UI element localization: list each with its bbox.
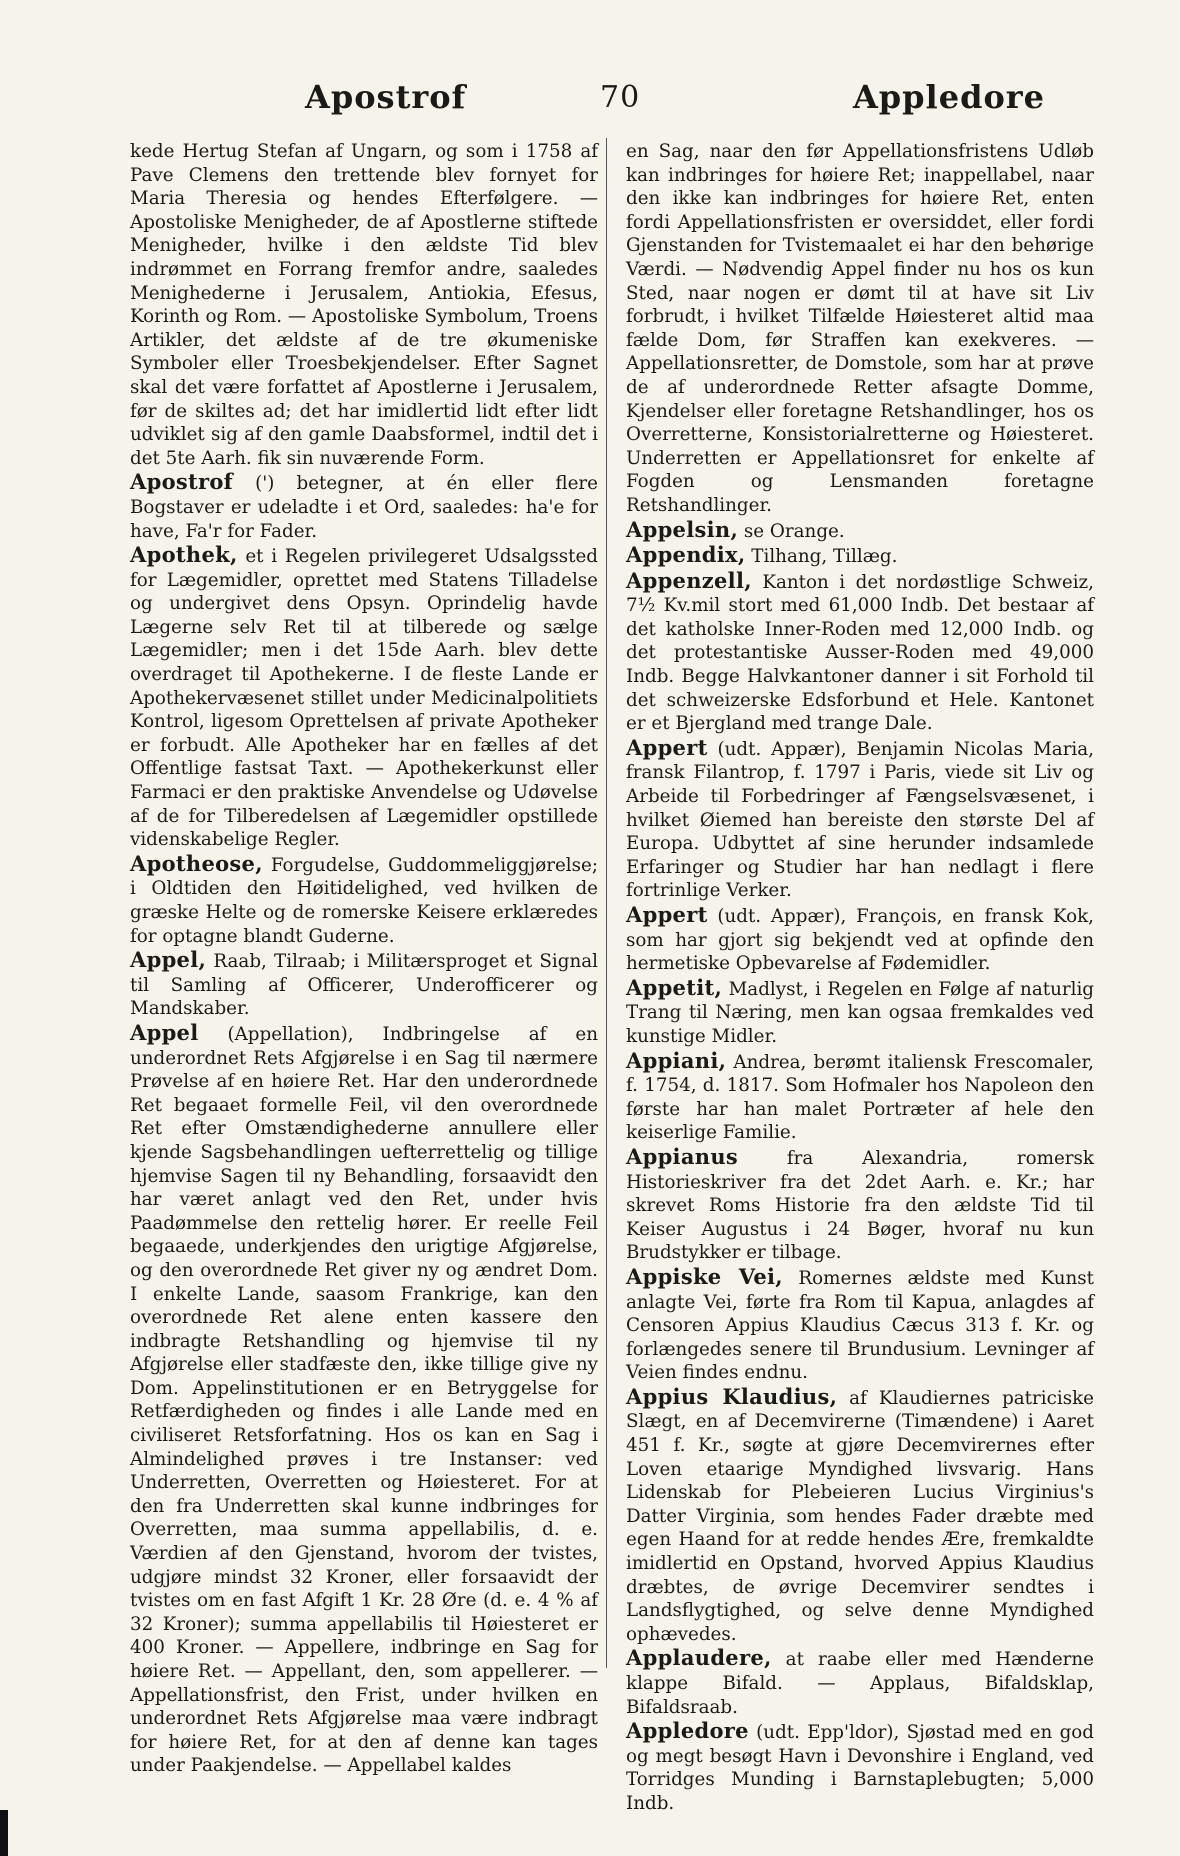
entry-text: Raab, Tilraab; i Militærsproget et Signal til Samling af Officerer, Underofficerer og Mandskaber. xyxy=(130,951,598,1020)
entry-text: Andrea, berømt italiensk Frescomaler, f. 1754, d. 1817. Som Hofmaler hos Napoleon den første har han malet Portræter af hele den keiserlige Familie. xyxy=(626,1051,1094,1144)
entry-headword: Appenzell, xyxy=(626,567,752,593)
entry-text: at raabe eller med Hænderne klappe Bifald. — Applaus, Bifaldsklap, Bifaldsraab. xyxy=(626,1649,1094,1718)
guide-word-right: Appledore xyxy=(852,78,1045,116)
entry-headword: Appiani, xyxy=(626,1047,727,1073)
dictionary-entry xyxy=(626,1049,1094,1145)
dictionary-entry xyxy=(626,140,1094,518)
entry-headword: Appelsin, xyxy=(626,516,739,542)
dictionary-entry xyxy=(626,569,1094,736)
entry-text: (udt. Appær), Benjamin Nicolas Maria, fransk Filantrop, f. 1797 i Paris, viede sit Liv og Arbeide til Forbedringer af Fængselsvæsenet, i hvilket Øiemed han bereiste den største Del af Europa. Udbyttet af sine herunder indsamlede Erfaringer og Studier har han nedlagt i flere fortrinlige Verker. xyxy=(626,738,1094,902)
column-divider xyxy=(606,138,607,1668)
entry-headword: Appetit, xyxy=(626,974,723,1000)
dictionary-entry xyxy=(130,470,598,543)
dictionary-entry xyxy=(626,903,1094,976)
entry-headword: Appel xyxy=(130,1019,199,1045)
entry-headword: Appianus xyxy=(626,1143,739,1169)
right-column xyxy=(626,140,1094,1816)
entry-headword: Appendix, xyxy=(626,542,746,568)
entry-headword: Appledore xyxy=(626,1718,749,1744)
entry-headword: Applaudere, xyxy=(626,1645,772,1671)
entry-text: en Sag, naar den før Appellationsfristens Udløb kan indbringes for høiere Ret; inappellabel, naar den ikke kan indbringes for høiere Ret, enten fordi Appellationsfristen er oversiddet, eller fordi Gjenstanden for Tvistemaalet ei har den behørige Værdi. — Nødvendig Appel finder nu hos os kun Sted, naar nogen er dømt til at have sit Liv forbrudt, i hvilket Tilfælde Høiesteret altid maa fælde Dom, før Straffen kan exekveres. — Appellationsretter, de Domstole, som har at prøve de af underordnede Retter afsagte Domme, Kjendelser eller foretagne Retshandlinger, hos os Overretterne, Konsistorialretterne og Høiesteret. Underretten er Appellationsret for enkelte af Fogden og Lensmanden foretagne Retshandlinger. xyxy=(626,141,1094,516)
entry-headword: Apotheose, xyxy=(130,850,263,876)
entry-text: Madlyst, i Regelen en Følge af naturlig Trang til Næring, men kan ogsaa fremkaldes ved kunstige Midler. xyxy=(626,978,1094,1047)
dictionary-entry xyxy=(626,543,1094,569)
page-number: 70 xyxy=(600,80,641,115)
entry-headword: Appert xyxy=(626,734,708,760)
entry-headword: Apostrof xyxy=(130,469,234,495)
entry-text: (') betegner, at én eller flere Bogstaver er udeladte i et Ord, saaledes: ha'e for have, Fa'r for Fader. xyxy=(130,473,598,542)
dictionary-entry xyxy=(130,140,598,470)
entry-text: se Orange. xyxy=(738,520,845,542)
entry-text: Romernes ældste med Kunst anlagte Vei, førte fra Rom til Kapua, anlagdes af Censoren Appius Klaudius Cæcus 313 f. Kr. og forlængedes senere til Brundusium. Levninger af Veien findes endnu. xyxy=(626,1267,1094,1384)
entry-text: (udt. Epp'ldor), Sjøstad med en god og megt besøgt Havn i Devonshire i England, ved Torridges Munding i Barnstaplebugten; 5,000 Indb. xyxy=(626,1722,1094,1814)
entry-text: (udt. Appær), François, en fransk Kok, som har gjort sig bekjendt ved at opfinde den hermetiske Opbevarelse af Fødemidler. xyxy=(626,906,1094,975)
dictionary-entry xyxy=(626,1385,1094,1647)
dictionary-entry xyxy=(626,1646,1094,1719)
entry-headword: Appel, xyxy=(130,947,207,973)
entry-headword: Appius Klaudius, xyxy=(626,1383,838,1409)
entry-headword: Appiske Vei, xyxy=(626,1263,783,1289)
entry-headword: Apothek, xyxy=(130,542,238,568)
dictionary-entry xyxy=(626,518,1094,544)
entry-text: Tilhang, Tillæg. xyxy=(745,546,898,568)
entry-text: (Appellation), Indbringelse af en underordnet Rets Afgjørelse i en Sag til nærmere Prøvelse af en høiere Ret. Har den underordnede Ret begaaet formelle Feil, vil den overordnede Ret efter Omstændighederne annullere eller kjende Sagsbehandlingen uefterrettelig og tillige hjemvise Sagen til ny Behandling, forsaavidt den har været anlagt ved den Ret, under hvis Paadømmelse den rettelig hører. Er reelle Feil begaaede, underkjendes den urigtige Afgjørelse, og den overordnede Ret giver ny og ændret Dom. I enkelte Lande, saasom Frankrige, kan den overordnede Ret alene enten kassere den indbragte Retshandling og hjemvise til ny Afgjørelse eller stadfæste den, ikke tillige give ny Dom. Appelinstitutionen er en Betryggelse for Retfærdigheden og findes i alle Lande med en civiliseret Retsforfatning. Hos os kan en Sag i Almindelighed prøves i tre Instanser: ved Underretten, Overretten og Høiesteret. For at den fra Underretten skal kunne indbringes for Overretten, maa summa appellabilis, d. e. Værdien af den Gjenstand, hvorom der tvistes, udgjøre mindst 32 Kroner, eller forsaavidt der tvistes om en fast Afgift 1 Kr. 28 Øre (d. e. 4 % af 32 Kroner); summa appellabilis til Høiesteret er 400 Kroner. — Appellere, indbringe en Sag for høiere Ret. — Appellant, den, som appellerer. — Appellationsfrist, den Frist, under hvilken en underordnet Rets Afgjørelse maa være indbragt for høiere Ret, for at den af denne kan tages under Paakjendelse. — Appellabel kaldes xyxy=(130,1023,598,1777)
dictionary-entry xyxy=(626,736,1094,903)
guide-word-left: Apostrof xyxy=(305,78,467,116)
dictionary-entry xyxy=(626,1265,1094,1385)
entry-headword: Appert xyxy=(626,902,708,927)
dictionary-entry xyxy=(130,948,598,1021)
page-header xyxy=(130,68,1050,128)
dictionary-entry xyxy=(626,1719,1094,1815)
entry-text: af Klaudiernes patriciske Slægt, en af Decemvirerne (Timændene) i Aaret 451 f. Kr., søgte at gjøre Decemvirernes efter Loven etaarige Myndighed livsvarig. Hans Lidenskab for Plebeieren Lucius Virginius's Datter Virginia, som hendes Fader dræbte med egen Haand for at redde hendes Ære, fremkaldte imidlertid en Opstand, hvorved Appius Klaudius dræbtes, de øvrige Decemvirer sendtes i Landsflygtighed, og selve denne Myndighed ophævedes. xyxy=(626,1387,1094,1645)
entry-text: Kanton i det nordøstlige Schweiz, 7½ Kv.mil stort med 61,000 Indb. Det bestaar af det katholske Inner-Roden med 12,000 Indb. og det protestantiske Ausser-Roden med 49,000 Indb. Begge Halvkantoner danner i sit Forhold til det schweizerske Edsforbund et Hele. Kantonet er et Bjergland med trange Dale. xyxy=(626,571,1094,735)
dictionary-entry xyxy=(130,1021,598,1778)
entry-text: fra Alexandria, romersk Historieskriver fra det 2det Aarh. e. Kr.; har skrevet Roms Historie fra den ældste Tid til Keiser Augustus i 24 Bøger, hvoraf nu kun Brudstykker er tilbage. xyxy=(626,1147,1094,1264)
edge-marker xyxy=(0,1810,8,1856)
entry-text: Forgudelse, Guddommeliggjørelse; i Oldtiden den Høitidelighed, ved hvilken de græske Helte og de romerske Keisere erklæredes for optagne blandt Guderne. xyxy=(130,854,598,947)
dictionary-entry xyxy=(130,852,598,948)
dictionary-entry xyxy=(626,1145,1094,1265)
dictionary-entry xyxy=(130,543,598,852)
entry-text: kede Hertug Stefan af Ungarn, og som i 1758 af Pave Clemens den trettende blev fornyet for Maria Theresia og hendes Efterfølgere. — Apostoliske Menigheder, de af Apostlerne stiftede Menigheder, hvilke i den ældste Tid blev indrømmet en Forrang fremfor andre, saaledes Menighederne i Jerusalem, Antiokia, Efesus, Korinth og Rom. — Apostoliske Symbolum, Troens Artikler, det ældste af de tre økumeniske Symboler eller Troesbekjendelser. Efter Sagnet skal det være forfattet af Apostlerne i Jerusalem, før de skiltes ad; det har imidlertid lidt efter lidt udviklet sig af den gamle Daabsformel, indtil det i det 5te Aarh. fik sin nuværende Form. xyxy=(130,141,598,469)
entry-text: et i Regelen privilegeret Udsalgssted for Lægemidler, oprettet med Statens Tilladelse og undergivet dens Opsyn. Oprindelig havde Lægerne selv Ret til at tilberede og sælge Lægemidler; men i det 15de Aarh. blev dette overdraget til Apothekerne. I de fleste Lande er Apothekervæsenet stillet under Medicinalpolitiets Kontrol, ligesom Oprettelsen af private Apotheker er forbudt. Alle Apotheker har en fælles af det Offentlige fastsat Taxt. — Apothekerkunst eller Farmaci er den praktiske Anvendelse og Udøvelse af de for Tilberedelsen af Lægemidler opstillede videnskabelige Regler. xyxy=(130,546,598,851)
left-column xyxy=(130,140,598,1778)
dictionary-entry xyxy=(626,976,1094,1049)
